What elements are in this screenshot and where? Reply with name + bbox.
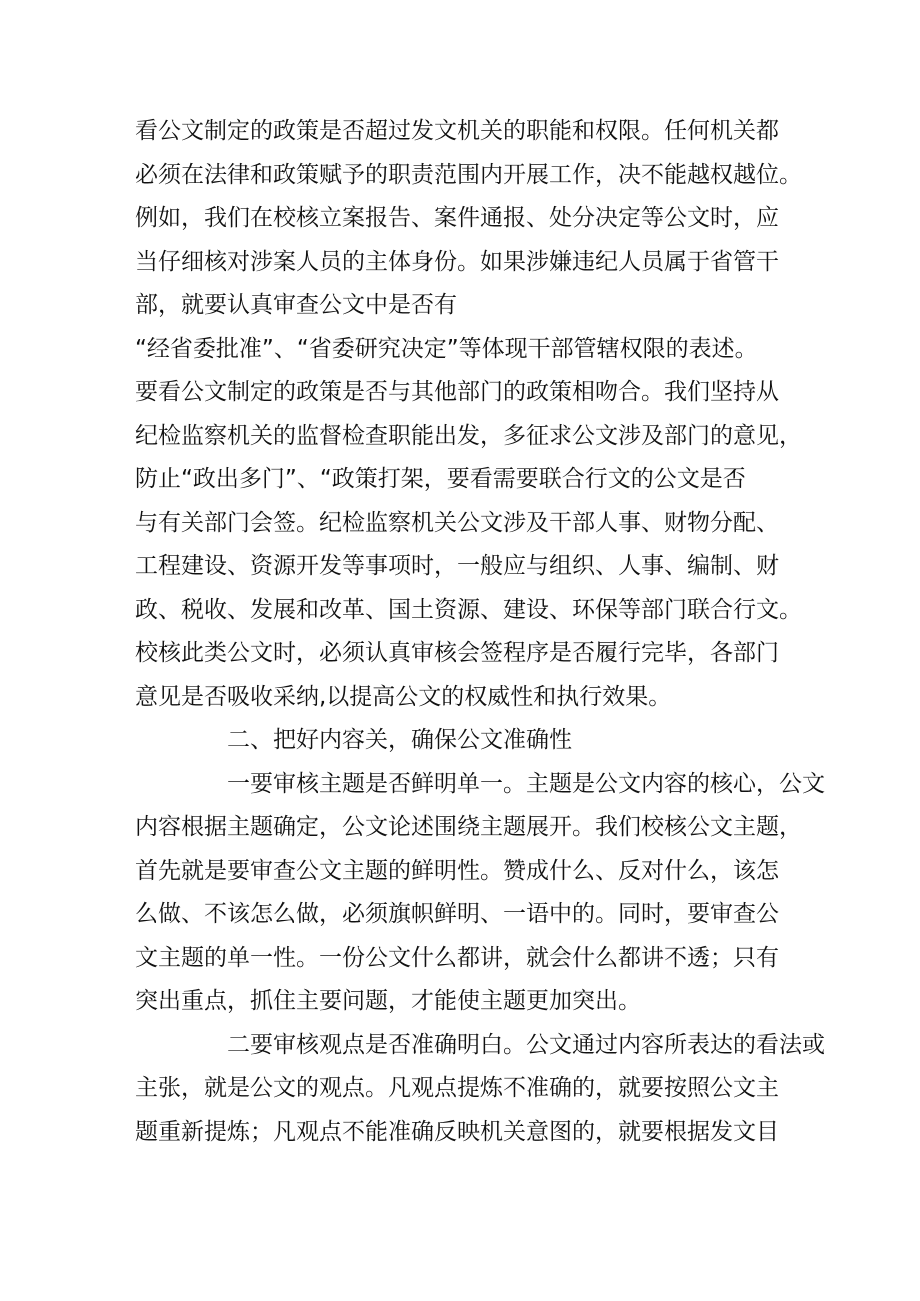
text-line: “经省委批准”、“省委研究决定”等体现干部管辖权限的表述。 [135,335,758,362]
document-body [135,110,825,1154]
text-line: 看公文制定的政策是否超过发文机关的职能和权限。任何机关都 [135,118,779,144]
text-line: 要看公文制定的政策是否与其他部门的政策相吻合。我们坚持从 [135,379,779,405]
section-heading [135,719,795,763]
text-line: 一要审核主题是否鲜明单一。主题是公文内容的核心，公文 [227,770,825,797]
text-line: 么做、不该怎么做，必须旗帜鲜明、一语中的。同时，要审查公 [135,901,779,927]
text-line: 首先就是要审查公文主题的鲜明性。赞成什么、反对什么，该怎 [135,857,779,884]
text-line: 意见是否吸收采纳,以提高公文的权威性和执行效果。 [135,683,672,710]
text-line: 内容根据主题确定，公文论述围绕主题展开。我们校核公文主题， [135,814,802,840]
text-line: 与有关部门会签。纪检监察机关公文涉及干部人事、财物分配、 [135,509,779,536]
text-line: 突出重点，抓住主要问题，才能使主题更加突出。 [135,988,641,1014]
text-line: 文主题的单一性。一份公文什么都讲，就会什么都讲不透；只有 [135,944,779,971]
paragraph [135,763,825,1024]
text-line: 主张，就是公文的观点。凡观点提炼不准确的，就要按照公文主 [135,1075,779,1101]
text-line: 校核此类公文时，必须认真审核会签程序是否履行完毕，各部门 [135,640,779,666]
text-line: 防止“政出多门”、“政策打架，要看需要联合行文的公文是否 [135,466,746,492]
text-line: 纪检监察机关的监督检查职能出发，多征求公文涉及部门的意见， [135,422,802,449]
text-line: 工程建设、资源开发等事项时，一般应与组织、人事、编制、财 [135,553,779,579]
paragraph [135,110,802,719]
text-line: 部，就要认真审查公文中是否有 [135,292,457,318]
text-line: 题重新提炼；凡观点不能准确反映机关意图的，就要根据发文目 [135,1118,779,1145]
text-line: 二、把好内容关，确保公文准确性 [227,727,572,753]
text-line: 必须在法律和政策赋予的职责范围内开展工作，决不能越权越位。 [135,161,802,188]
paragraph [135,1024,825,1155]
text-line: 二要审核观点是否准确明白。公文通过内容所表达的看法或 [227,1031,825,1058]
text-line: 政、税收、发展和改革、国土资源、建设、环保等部门联合行文。 [135,596,802,623]
text-line: 例如，我们在校核立案报告、案件通报、处分决定等公文时，应 [135,205,779,231]
text-line: 当仔细核对涉案人员的主体身份。如果涉嫌违纪人员属于省管干 [135,248,779,275]
